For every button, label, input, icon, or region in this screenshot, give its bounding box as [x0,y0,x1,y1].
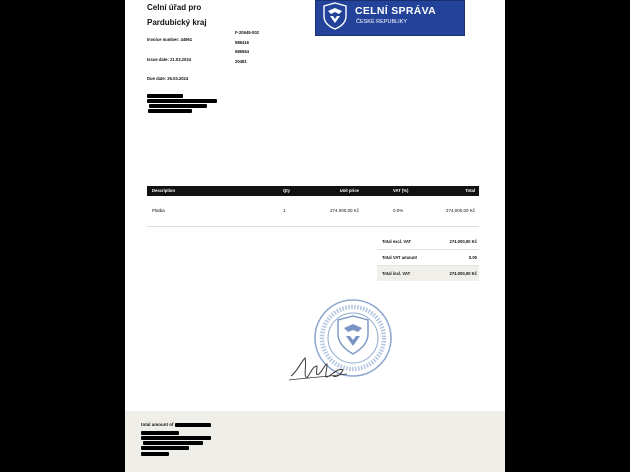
table-row [147,196,479,227]
due-date: Due date: 26.03.2024 [147,76,189,81]
customs-emblem-icon [322,2,348,30]
row-vat: 0.0% [393,208,404,213]
row-description: Platba [152,208,165,213]
issuer-name [147,0,207,30]
total-incl-label: Total incl. VAT [382,271,411,276]
row-qty: 1 [283,208,286,213]
invoice-number: Invoice number: 44961 [147,37,193,42]
reference-3: 586564 [235,49,249,54]
total-vat-value: 0.00 [468,255,477,260]
header-vat: VAT (%) [393,188,409,193]
header-unit-price: Unit price [339,188,359,193]
issuer-line-2: Pardubický kraj [147,18,207,27]
row-unit-price: 274.000,00 Kč [329,208,359,213]
header-total: Total [465,188,475,193]
header-description: Description [152,188,176,193]
header-qty: Qty [283,188,290,193]
reference-numbers [235,28,259,66]
total-excl-vat [377,234,479,250]
total-incl-value: 274.000,00 Kč [449,271,477,276]
reference-1: F-20645-002 [235,30,259,35]
total-excl-value: 274.000,00 Kč [449,239,477,244]
issue-date: Issue date: 21.03.2024 [147,57,191,62]
invoice-page [125,0,505,472]
total-vat-label: Total VAT amount [382,255,417,260]
handwritten-signature [287,352,355,384]
line-items-table [147,186,479,227]
row-total: 274.000,00 Kč [445,208,475,213]
reference-2: 586416 [235,39,249,45]
issuer-line-1: Celní úřad pro [147,3,202,12]
total-excl-label: Total excl. VAT [382,239,412,244]
reference-4: 20481 [235,58,247,64]
logo-title: CELNÍ SPRÁVA [355,5,436,17]
footer-amount-label: total amount of [141,422,174,427]
totals-block [377,234,479,281]
total-incl-vat [377,266,479,281]
celni-sprava-logo [315,0,465,36]
footer-panel [125,411,505,472]
logo-subtitle: ČESKÉ REPUBLIKY [356,19,408,25]
table-header [147,186,479,196]
total-vat-amount [377,250,479,266]
